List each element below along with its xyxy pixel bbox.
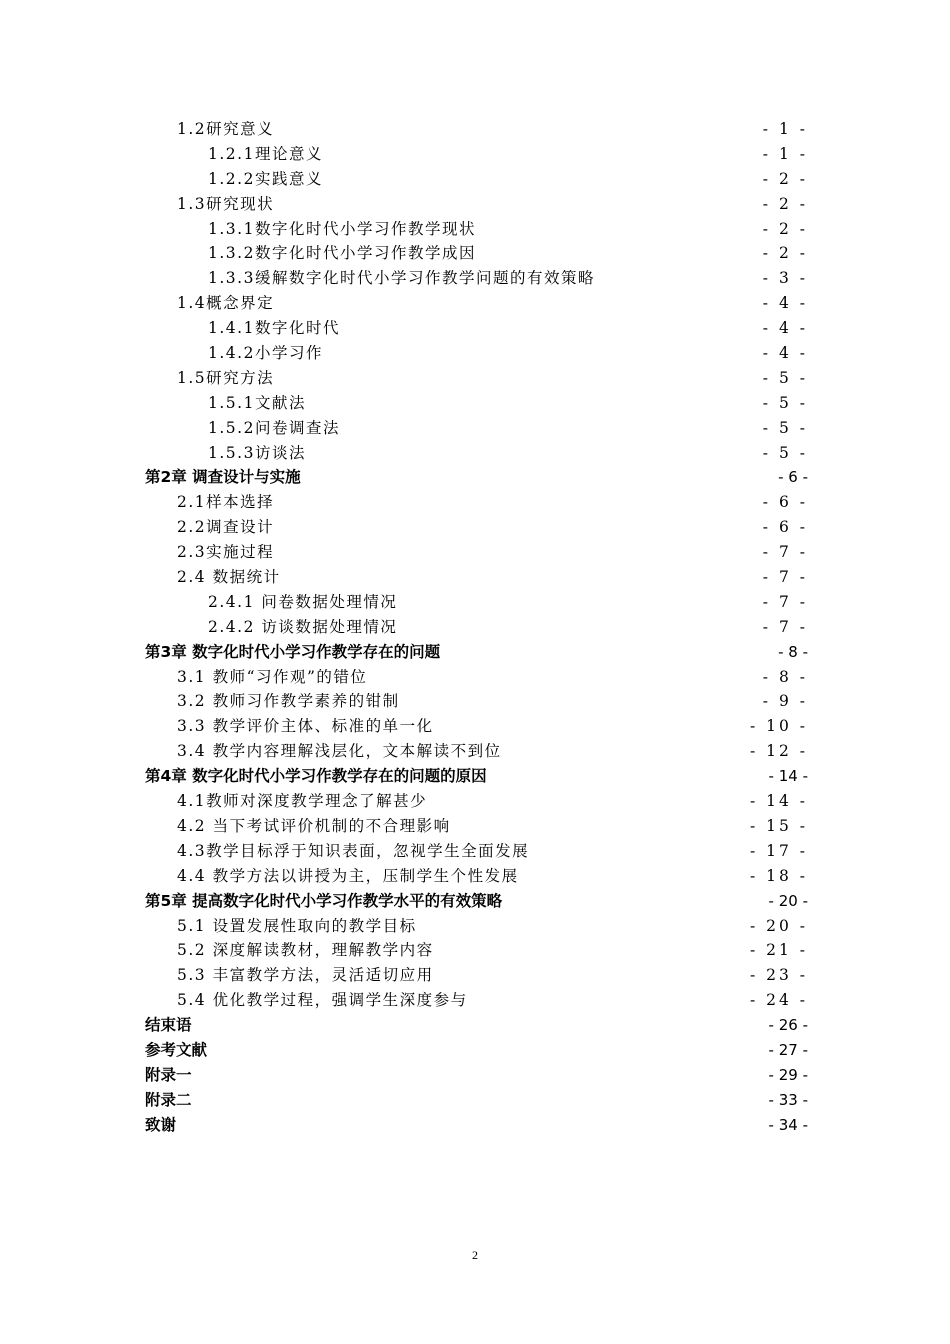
toc-subsection-entry[interactable] (145, 217, 808, 242)
toc-section-entry[interactable] (145, 515, 808, 540)
toc-entry-title: 第2章 调查设计与实施 (145, 468, 301, 487)
toc-entry-title: 1.3研究现状 (177, 194, 275, 213)
toc-entry-title: 1.4.1数字化时代 (208, 319, 340, 338)
toc-entry-page: - 14 - (768, 767, 808, 786)
toc-entry-title: 1.3.2数字化时代小学习作教学成因 (208, 244, 476, 263)
toc-entry-page: - 12 - (749, 742, 808, 761)
toc-entry-page: - 21 - (749, 941, 808, 960)
toc-entry-page: - 7 - (762, 592, 808, 611)
toc-subsection-entry[interactable] (145, 241, 808, 266)
toc-entry-page: - 8 - (762, 667, 808, 686)
toc-subsection-entry[interactable] (145, 441, 808, 466)
toc-section-entry[interactable] (145, 938, 808, 963)
toc-subsection-entry[interactable] (145, 416, 808, 441)
toc-entry-title: 3.3 教学评价主体、标准的单一化 (177, 717, 434, 736)
toc-chapter-entry[interactable] (145, 465, 808, 490)
toc-chapter-entry[interactable] (145, 1088, 808, 1113)
toc-entry-page: - 5 - (762, 418, 808, 437)
toc-entry-page: - 17 - (749, 841, 808, 860)
toc-chapter-entry[interactable] (145, 889, 808, 914)
table-of-contents (145, 117, 808, 1138)
toc-entry-title: 1.3.3缓解数字化时代小学习作教学问题的有效策略 (208, 269, 595, 288)
toc-entry-title: 致谢 (145, 1115, 177, 1134)
toc-section-entry[interactable] (145, 192, 808, 217)
toc-section-entry[interactable] (145, 963, 808, 988)
toc-entry-page: - 33 - (768, 1090, 808, 1109)
toc-entry-page: - 4 - (762, 294, 808, 313)
toc-entry-page: - 26 - (768, 1016, 808, 1035)
toc-entry-title: 5.2 深度解读教材，理解教学内容 (177, 941, 434, 960)
toc-chapter-entry[interactable] (145, 1113, 808, 1138)
toc-entry-title: 1.5.1文献法 (208, 393, 306, 412)
toc-chapter-entry[interactable] (145, 640, 808, 665)
toc-section-entry[interactable] (145, 540, 808, 565)
toc-entry-page: - 6 - (762, 518, 808, 537)
toc-entry-title: 4.4 教学方法以讲授为主，压制学生个性发展 (177, 866, 519, 885)
toc-entry-page: - 6 - (778, 468, 808, 487)
toc-subsection-entry[interactable] (145, 266, 808, 291)
toc-entry-page: - 6 - (762, 493, 808, 512)
toc-entry-page: - 20 - (749, 916, 808, 935)
toc-subsection-entry[interactable] (145, 341, 808, 366)
toc-section-entry[interactable] (145, 864, 808, 889)
toc-entry-page: - 2 - (762, 219, 808, 238)
toc-subsection-entry[interactable] (145, 142, 808, 167)
toc-entry-title: 4.3教学目标浮于知识表面，忽视学生全面发展 (177, 841, 530, 860)
toc-entry-title: 1.2.2实践意义 (208, 169, 323, 188)
toc-entry-page: - 1 - (762, 120, 808, 138)
toc-entry-title: 5.3 丰富教学方法，灵活适切应用 (177, 966, 434, 985)
toc-section-entry[interactable] (145, 839, 808, 864)
toc-entry-page: - 9 - (762, 692, 808, 711)
toc-entry-title: 5.4 优化教学过程，强调学生深度参与 (177, 991, 468, 1010)
toc-entry-page: - 23 - (749, 966, 808, 985)
toc-entry-title: 1.3.1数字化时代小学习作教学现状 (208, 219, 476, 238)
toc-entry-page: - 27 - (768, 1040, 808, 1059)
toc-entry-page: - 34 - (768, 1115, 808, 1134)
toc-entry-title: 1.5研究方法 (177, 368, 275, 387)
toc-section-entry[interactable] (145, 789, 808, 814)
toc-entry-title: 2.4.2 访谈数据处理情况 (208, 617, 398, 636)
toc-entry-title: 结束语 (145, 1016, 192, 1035)
toc-subsection-entry[interactable] (145, 316, 808, 341)
toc-entry-title: 1.5.3访谈法 (208, 443, 306, 462)
toc-entry-page: - 3 - (762, 269, 808, 288)
toc-entry-page: - 18 - (749, 866, 808, 885)
toc-entry-page: - 4 - (762, 344, 808, 363)
toc-entry-title: 第3章 数字化时代小学习作教学存在的问题 (145, 642, 441, 661)
toc-entry-page: - 14 - (749, 792, 808, 811)
toc-section-entry[interactable] (145, 814, 808, 839)
toc-chapter-entry[interactable] (145, 764, 808, 789)
toc-entry-title: 1.2研究意义 (177, 120, 275, 138)
toc-entry-title: 第5章 提高数字化时代小学习作教学水平的有效策略 (145, 891, 503, 910)
toc-section-entry[interactable] (145, 291, 808, 316)
toc-section-entry[interactable] (145, 914, 808, 939)
toc-entry-title: 2.1样本选择 (177, 493, 275, 512)
toc-entry-title: 第4章 数字化时代小学习作教学存在的问题的原因 (145, 767, 487, 786)
toc-entry-page: - 5 - (762, 443, 808, 462)
toc-subsection-entry[interactable] (145, 167, 808, 192)
toc-entry-title: 1.4概念界定 (177, 294, 275, 313)
toc-entry-page: - 2 - (762, 169, 808, 188)
toc-entry-title: 2.4 数据统计 (177, 568, 281, 587)
toc-section-entry[interactable] (145, 988, 808, 1013)
toc-entry-title: 1.5.2问卷调查法 (208, 418, 340, 437)
toc-entry-page: - 2 - (762, 244, 808, 263)
toc-section-entry[interactable] (145, 366, 808, 391)
toc-entry-title: 5.1 设置发展性取向的教学目标 (177, 916, 417, 935)
toc-entry-title: 附录二 (145, 1090, 192, 1109)
toc-entry-page: - 29 - (768, 1065, 808, 1084)
toc-entry-page: - 7 - (762, 568, 808, 587)
toc-section-entry[interactable] (145, 739, 808, 764)
toc-section-entry[interactable] (145, 117, 808, 142)
toc-entry-title: 2.4.1 问卷数据处理情况 (208, 592, 398, 611)
toc-subsection-entry[interactable] (145, 391, 808, 416)
toc-chapter-entry[interactable] (145, 1013, 808, 1038)
toc-entry-page: - 5 - (762, 393, 808, 412)
page-number: 2 (472, 1248, 478, 1262)
toc-entry-title: 3.4 教学内容理解浅层化，文本解读不到位 (177, 742, 502, 761)
toc-section-entry[interactable] (145, 565, 808, 590)
toc-subsection-entry[interactable] (145, 615, 808, 640)
toc-entry-page: - 7 - (762, 617, 808, 636)
toc-entry-title: 3.1 教师“习作观”的错位 (177, 667, 368, 686)
toc-entry-title: 2.3实施过程 (177, 543, 275, 562)
toc-entry-title: 4.1教师对深度教学理念了解甚少 (177, 792, 428, 811)
toc-entry-page: - 20 - (768, 891, 808, 910)
toc-section-entry[interactable] (145, 490, 808, 515)
toc-entry-page: - 5 - (762, 368, 808, 387)
toc-entry-page: - 2 - (762, 194, 808, 213)
toc-entry-page: - 10 - (749, 717, 808, 736)
toc-entry-title: 4.2 当下考试评价机制的不合理影响 (177, 816, 451, 835)
toc-entry-title: 2.2调查设计 (177, 518, 275, 537)
toc-chapter-entry[interactable] (145, 1038, 808, 1063)
toc-subsection-entry[interactable] (145, 590, 808, 615)
toc-chapter-entry[interactable] (145, 1063, 808, 1088)
toc-section-entry[interactable] (145, 714, 808, 739)
toc-entry-page: - 7 - (762, 543, 808, 562)
toc-entry-title: 附录一 (145, 1065, 192, 1084)
toc-section-entry[interactable] (145, 665, 808, 690)
toc-entry-page: - 4 - (762, 319, 808, 338)
toc-entry-page: - 8 - (778, 642, 808, 661)
toc-entry-title: 3.2 教师习作教学素养的钳制 (177, 692, 400, 711)
toc-entry-page: - 24 - (749, 991, 808, 1010)
toc-entry-page: - 1 - (762, 144, 808, 163)
toc-entry-title: 参考文献 (145, 1040, 208, 1059)
toc-section-entry[interactable] (145, 689, 808, 714)
toc-entry-title: 1.2.1理论意义 (208, 144, 323, 163)
toc-entry-title: 1.4.2小学习作 (208, 344, 323, 363)
toc-entry-page: - 15 - (749, 816, 808, 835)
